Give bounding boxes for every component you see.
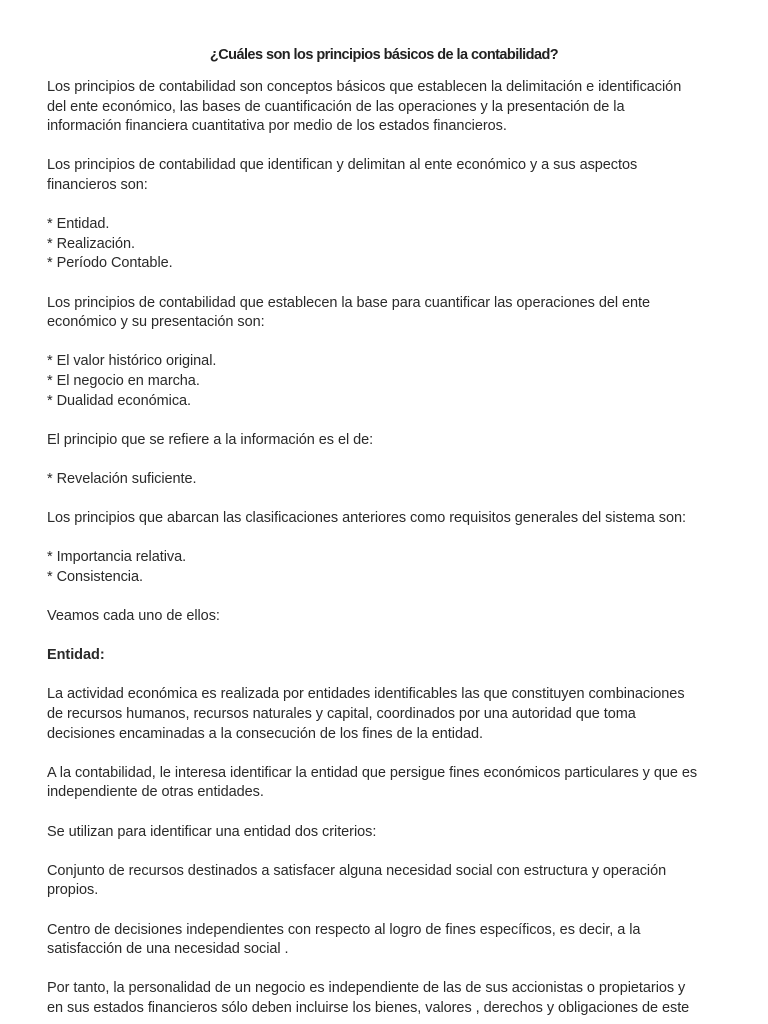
transition-paragraph: Veamos cada uno de ellos: bbox=[47, 608, 220, 625]
list-identify-principles bbox=[47, 215, 737, 274]
list-general-requirements bbox=[47, 548, 737, 587]
entidad-paragraph-4: Conjunto de recursos destinados a satisfacer alguna necesidad social con estructura y operación propios. bbox=[47, 862, 667, 899]
section1-intro-paragraph: Los principios de contabilidad que identifican y delimitan al ente económico y a sus aspectos financieros son: bbox=[47, 157, 638, 193]
list-item: * Consistencia. bbox=[47, 568, 143, 585]
list-quantify-principles bbox=[47, 352, 737, 411]
section4-intro-paragraph: Los principios que abarcan las clasificaciones anteriores como requisitos generales del sistema son: bbox=[47, 510, 686, 527]
document-title: ¿Cuáles son los principios básicos de la contabilidad? bbox=[209, 47, 559, 63]
document-body bbox=[47, 78, 737, 1024]
entidad-heading: Entidad: bbox=[47, 647, 105, 664]
list-item: * Período Contable. bbox=[47, 255, 173, 272]
list-item: * Importancia relativa. bbox=[47, 549, 187, 566]
entidad-paragraph-5: Centro de decisiones independientes con respecto al logro de fines específicos, es decir, a la satisfacción de una necesidad social . bbox=[47, 921, 641, 958]
list-item: * Dualidad económica. bbox=[47, 392, 192, 409]
list-information-principle bbox=[47, 470, 737, 490]
list-item: * Revelación suficiente. bbox=[47, 470, 197, 487]
entidad-paragraph-1: La actividad económica es realizada por entidades identificables las que constituyen combinaciones de recursos humanos, recursos naturales y capital, coordinados por una autoridad que toma decisiones encaminadas a la consecución de los fines de la entidad. bbox=[47, 686, 685, 742]
section3-intro-paragraph: El principio que se refiere a la información es el de: bbox=[47, 431, 374, 448]
list-item: * Entidad. bbox=[47, 216, 110, 233]
list-item: * El valor histórico original. bbox=[47, 353, 217, 370]
entidad-paragraph-6: Por tanto, la personalidad de un negocio es independiente de las de sus accionistas o propietarios y en sus estados financieros sólo deben incluirse los bienes, valores , derechos y obligaciones de este bbox=[47, 980, 690, 1016]
section2-intro-paragraph: Los principios de contabilidad que establecen la base para cuantificar las operaciones del ente económico y su presentación son: bbox=[47, 294, 651, 331]
list-item: * Realización. bbox=[47, 235, 135, 252]
entidad-paragraph-2: A la contabilidad, le interesa identificar la entidad que persigue fines económicos particulares y que es independiente de otras entidades. bbox=[47, 764, 698, 801]
entidad-paragraph-3: Se utilizan para identificar una entidad dos criterios: bbox=[47, 823, 377, 840]
list-item: * El negocio en marcha. bbox=[47, 372, 200, 389]
intro-paragraph: Los principios de contabilidad son conceptos básicos que establecen la delimitación e identificación del ente económico, las bases de cuantificación de las operaciones y la presentación de la información financiera cuantitativa por medio de los estados financieros. bbox=[47, 79, 682, 135]
